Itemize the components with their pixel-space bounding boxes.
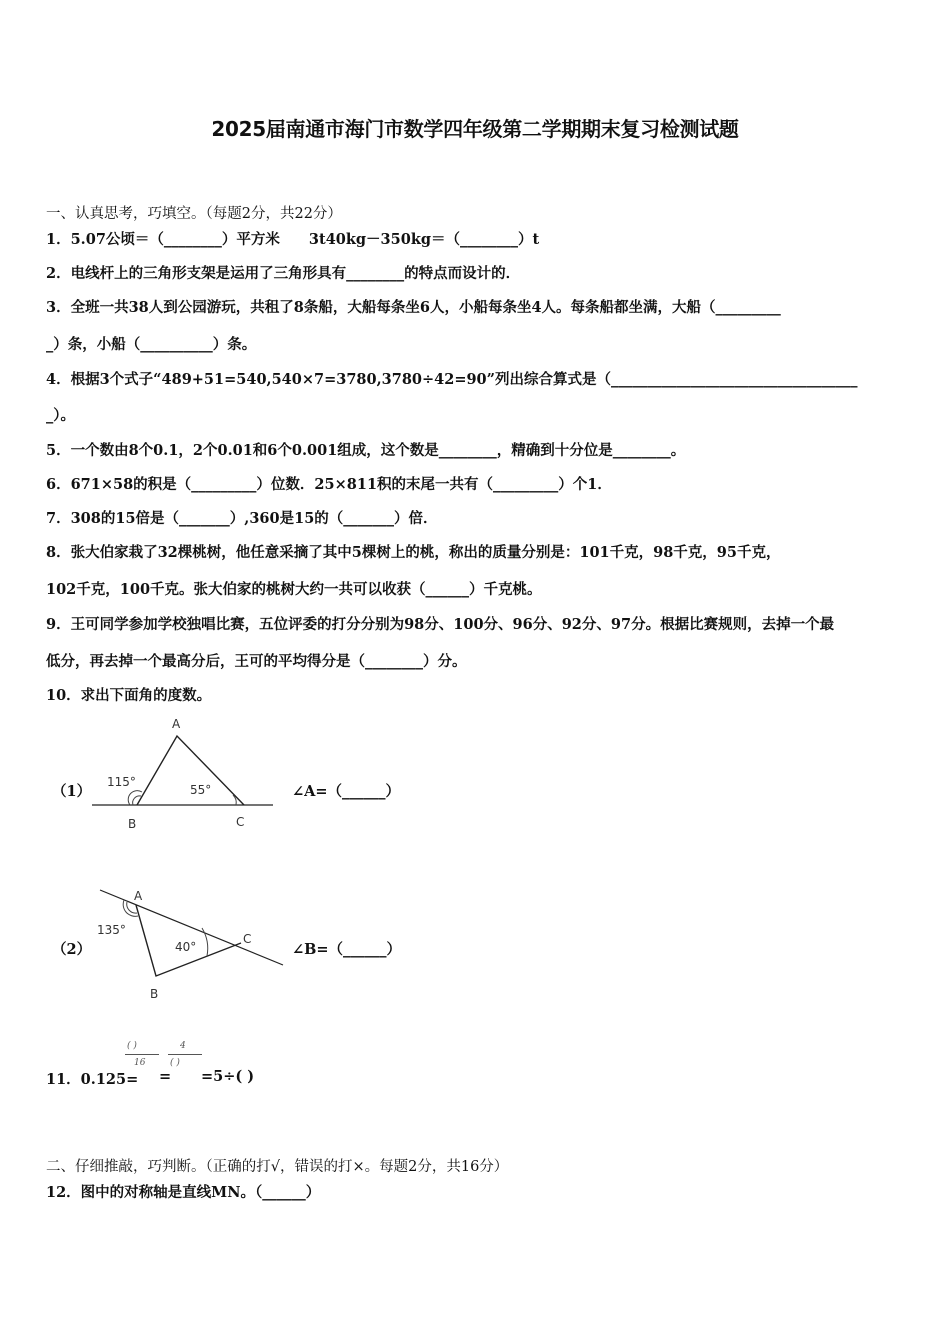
question-4-line-2: _）。 — [46, 407, 75, 424]
section-1-heading: 一、认真思考，巧填空。（每题2分，共22分） — [46, 206, 342, 222]
page-title: 2025届南通市海门市数学四年级第二学期期末复习检测试题 — [211, 117, 739, 141]
question-10: 10．求出下面角的度数。 — [46, 687, 212, 704]
triangle-figure-2 — [90, 882, 290, 1004]
vertex-a-label: A — [172, 717, 181, 731]
angle-135-label: 135° — [97, 923, 126, 937]
fraction-2-numerator: 4 — [180, 1041, 186, 1051]
angle-40-label: 40° — [175, 940, 197, 954]
question-2: 2．电线杆上的三角形支架是运用了三角形具有________的特点而设计的． — [46, 265, 521, 282]
question-3-line-2: _）条，小船（__________）条。 — [46, 336, 257, 353]
question-8-line-2: 102千克，100千克。张大伯家的桃树大约一共可以收获（______）千克桃。 — [46, 581, 542, 598]
vertex-b-label: B — [128, 817, 137, 831]
fraction-1-denominator: 16 — [134, 1058, 146, 1068]
question-12: 12．图中的对称轴是直线MN。（______） — [46, 1184, 321, 1201]
question-3-line-1: 3．全班一共38人到公园游玩，共租了8条船，大船每条坐6人，小船每条坐4人。每条船都坐满，大船（_________ — [46, 299, 781, 316]
question-9-line-2: 低分，再去掉一个最高分后，王可的平均得分是（________）分。 — [46, 653, 467, 670]
section-2-heading: 二、仔细推敲，巧判断。（正确的打√，错误的打×。每题2分，共16分） — [46, 1159, 509, 1175]
question-1: 1．5.07公顷＝（________）平方米 3t40kg－350kg＝（________）t — [46, 231, 540, 248]
question-11-prefix: 11．0.125= — [46, 1071, 139, 1088]
vertex-a-label: A — [134, 889, 143, 903]
fraction-2-denominator: ( ) — [170, 1058, 180, 1068]
q10-part-1-answer: ∠A=（______） — [292, 783, 401, 800]
angle-55-label: 55° — [190, 783, 212, 797]
vertex-c-label: C — [236, 815, 245, 829]
q10-part-2-number: （2） — [52, 941, 92, 958]
question-11-suffix: =5÷( ) — [201, 1068, 255, 1085]
question-9-line-1: 9．王可同学参加学校独唱比赛，五位评委的打分分别为98分、100分、96分、92分、97分。根据比赛规则，去掉一个最 — [46, 616, 835, 633]
angle-115-label: 115° — [107, 775, 136, 789]
question-5: 5．一个数由8个0.1，2个0.01和6个0.001组成，这个数是________，精确到十分位是________。 — [46, 442, 686, 459]
fraction-1-bar — [125, 1054, 159, 1055]
question-7: 7．308的15倍是（_______）,360是15的（_______）倍． — [46, 510, 438, 527]
question-4-line-1: 4．根据3个式子“489+51=540,540×7=3780,3780÷42=90”列出综合算式是（__________________________________ — [46, 371, 858, 388]
vertex-b-label: B — [150, 987, 159, 1001]
vertex-c-label: C — [243, 932, 252, 946]
q10-part-1-number: （1） — [52, 783, 92, 800]
triangle-figure-1 — [85, 712, 285, 834]
fraction-1-numerator: ( ) — [127, 1041, 137, 1051]
question-8-line-1: 8．张大伯家栽了32棵桃树，他任意采摘了其中5棵树上的桃，称出的质量分别是：101千克，98千克，95千克， — [46, 544, 781, 561]
question-6: 6．671×58的积是（_________）位数．25×811积的末尾一共有（_________）个1． — [46, 476, 612, 493]
question-11-equals: = — [159, 1068, 172, 1085]
fraction-2-bar — [168, 1054, 202, 1055]
q10-part-2-answer: ∠B=（______） — [292, 941, 402, 958]
